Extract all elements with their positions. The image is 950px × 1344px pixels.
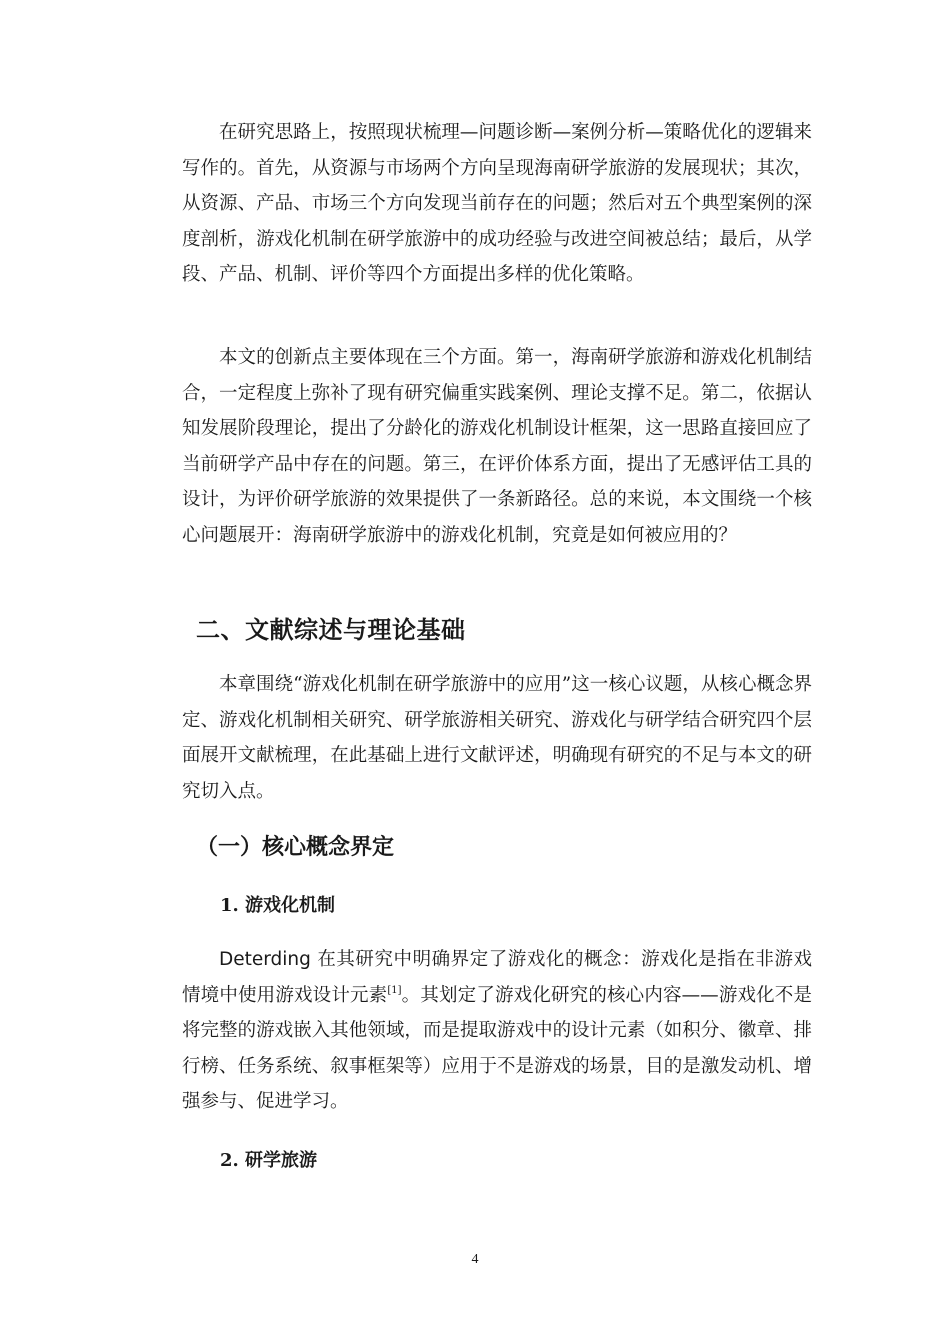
paragraph-text: 在其研究中明确界定了游戏化的概念：游戏化是指在非游戏情境中使用游戏设计元素 bbox=[182, 949, 812, 1006]
paragraph-innovation bbox=[182, 340, 812, 554]
paragraph-text: 。其划定了游戏化研究的核心内容——游戏化不是将完整的游戏嵌入其他领域，而是提取游戏中的设计元素（如积分、徽章、排行榜、任务系统、叙事框架等）应用于不是游戏的场景，目的是激发动机、增强参与、促进学习。 bbox=[182, 984, 812, 1113]
subsection-heading-study-tour: 2. 研学旅游 bbox=[220, 1150, 318, 1171]
chapter-heading: 二、文献综述与理论基础 bbox=[196, 616, 466, 644]
paragraph-research-approach bbox=[182, 115, 812, 293]
author-name: Deterding bbox=[219, 949, 311, 970]
citation-reference[interactable]: [1] bbox=[387, 984, 402, 996]
page-number: 4 bbox=[471, 1252, 479, 1267]
paragraph-chapter-intro bbox=[182, 667, 812, 809]
section-heading: （一）核心概念界定 bbox=[196, 835, 395, 860]
subsection-heading-gamification: 1. 游戏化机制 bbox=[220, 895, 336, 916]
paragraph-gamification-definition bbox=[182, 942, 812, 1120]
paragraph-text: 本章围绕“游戏化机制在研学旅游中的应用”这一核心议题，从核心概念界定、游戏化机制相关研究、研学旅游相关研究、游戏化与研学结合研究四个层面展开文献梳理，在此基础上进行文献评述，明确现有研究的不足与本文的研究切入点。 bbox=[182, 674, 812, 802]
paragraph-text: 在研究思路上，按照现状梳理—问题诊断—案例分析—策略优化的逻辑来写作的。首先，从资源与市场两个方向呈现海南研学旅游的发展现状；其次，从资源、产品、市场三个方向发现当前存在的问题；然后对五个典型案例的深度剖析，游戏化机制在研学旅游中的成功经验与改进空间被总结；最后，从学段、产品、机制、评价等四个方面提出多样的优化策略。 bbox=[182, 122, 812, 286]
paragraph-text: 本文的创新点主要体现在三个方面。第一，海南研学旅游和游戏化机制结合，一定程度上弥补了现有研究偏重实践案例、理论支撑不足。第二，依据认知发展阶段理论，提出了分龄化的游戏化机制设计框架，这一思路直接回应了当前研学产品中存在的问题。第三，在评价体系方面，提出了无感评估工具的设计，为评价研学旅游的效果提供了一条新路径。总的来说，本文围绕一个核心问题展开：海南研学旅游中的游戏化机制，究竟是如何被应用的？ bbox=[182, 347, 812, 546]
